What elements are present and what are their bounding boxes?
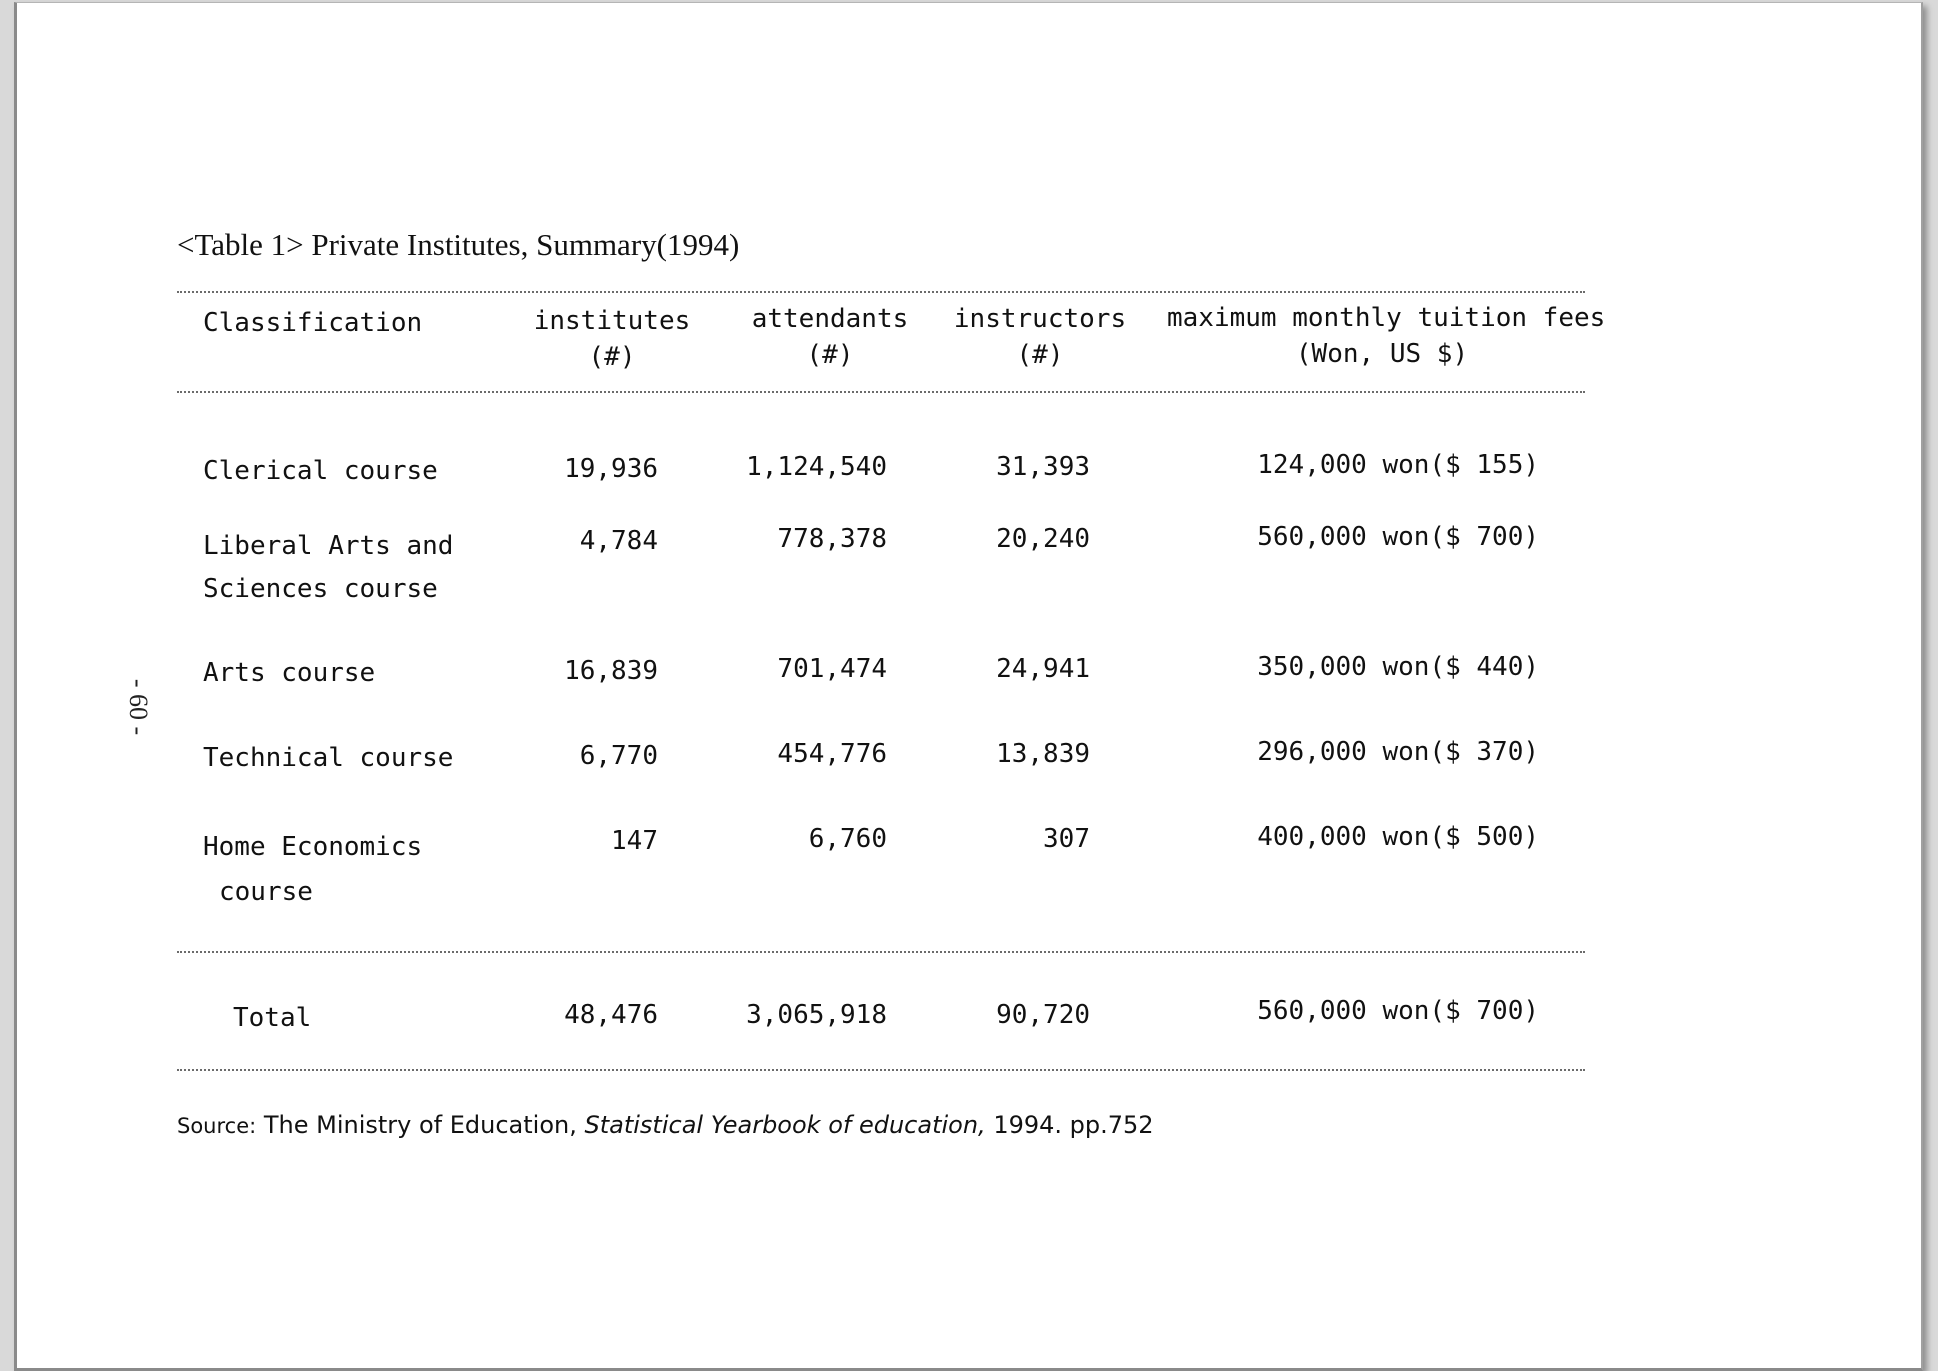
document-page <box>14 2 1923 1371</box>
row-tuition-fees: 400,000 won($ 500) <box>1257 822 1539 852</box>
row-classification: Arts course <box>203 658 376 688</box>
row-attendants: 6,760 <box>808 824 887 854</box>
row-tuition-fees: 350,000 won($ 440) <box>1257 652 1539 682</box>
source-note <box>177 1111 1154 1139</box>
table-top-rule <box>177 291 1585 293</box>
header-institutes: institutes (#) <box>533 306 691 372</box>
row-instructors: 31,393 <box>996 452 1090 482</box>
table-title: <Table 1> Private Institutes, Summary(1994) <box>177 227 740 262</box>
row-tuition-fees: 560,000 won($ 700) <box>1257 522 1539 552</box>
row-attendants: 454,776 <box>777 739 887 769</box>
source-details: 1994. pp.752 <box>993 1111 1154 1139</box>
row-attendants: 701,474 <box>777 654 887 684</box>
source-publication: Statistical Yearbook of education, <box>584 1111 986 1139</box>
header-attendants: attendants (#) <box>751 304 909 370</box>
row-classification: Technical course <box>203 743 454 773</box>
row-instructors: 13,839 <box>996 739 1090 769</box>
row-institutes: 19,936 <box>564 454 658 484</box>
row-instructors: 20,240 <box>996 524 1090 554</box>
row-classification: Clerical course <box>203 456 438 486</box>
total-attendants: 3,065,918 <box>746 1000 887 1030</box>
row-institutes: 147 <box>611 826 658 856</box>
row-tuition-fees: 296,000 won($ 370) <box>1257 737 1539 767</box>
header-classification: Classification <box>203 308 423 338</box>
header-bottom-rule <box>177 391 1585 393</box>
header-instructors: instructors (#) <box>953 304 1127 370</box>
row-classification: Home Economics course <box>203 832 423 907</box>
row-institutes: 16,839 <box>564 656 658 686</box>
row-instructors: 24,941 <box>996 654 1090 684</box>
table-bottom-rule <box>177 1069 1585 1071</box>
source-label: Source: <box>177 1114 257 1138</box>
source-publisher: The Ministry of Education, <box>263 1111 577 1139</box>
total-instructors: 90,720 <box>996 1000 1090 1030</box>
row-tuition-fees: 124,000 won($ 155) <box>1257 450 1539 480</box>
row-attendants: 1,124,540 <box>746 452 887 482</box>
total-top-rule <box>177 951 1585 953</box>
row-classification: Liberal Arts and Sciences course <box>203 531 454 604</box>
total-label: Total <box>233 1003 312 1033</box>
row-institutes: 4,784 <box>579 526 658 556</box>
row-attendants: 778,378 <box>777 524 887 554</box>
header-tuition-fees: maximum monthly tuition fees (Won, US $) <box>1167 303 1606 369</box>
total-institutes: 48,476 <box>564 1000 658 1030</box>
page-number: - 60 - <box>124 678 153 736</box>
row-institutes: 6,770 <box>579 741 658 771</box>
row-instructors: 307 <box>1043 824 1090 854</box>
total-tuition-fees: 560,000 won($ 700) <box>1257 996 1539 1026</box>
